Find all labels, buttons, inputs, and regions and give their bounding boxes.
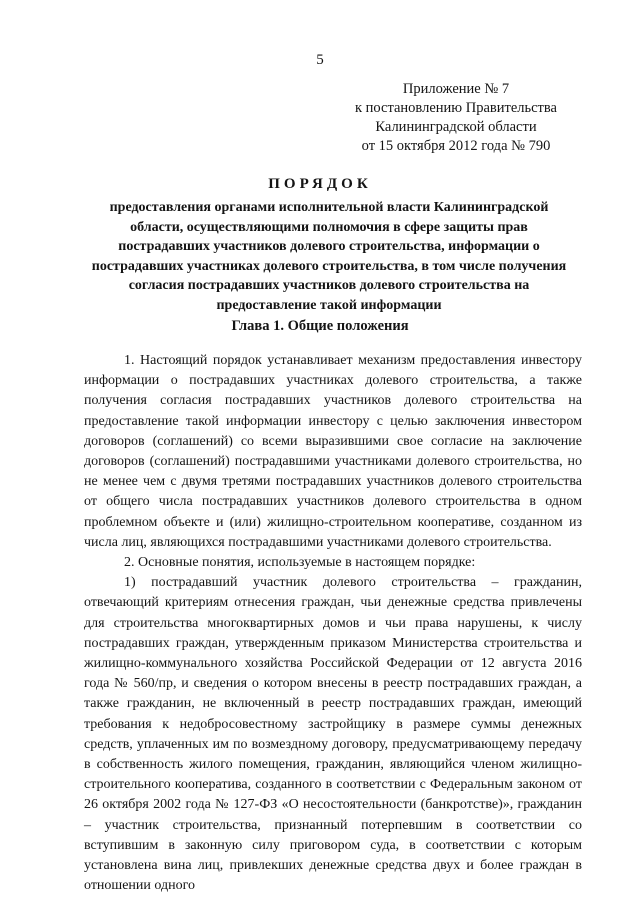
document-subtitle: предоставления органами исполнительной власти Калининградской области, осуществляющими полномочия в сфере защиты прав пострадавших участников долевого строительства, информации о пострадавших участниках долевого строительства, в том числе получения согласия пострадавших участников долевого строительства на предоставление такой информации bbox=[91, 200, 567, 313]
appendix-line-2: к постановлению Правительства bbox=[355, 100, 557, 116]
page-number: 5 bbox=[316, 52, 324, 68]
document-title: ПОРЯДОК bbox=[268, 176, 372, 192]
paragraph-3: 1) пострадавший участник долевого строительства – гражданин, отвечающий критериям отнесения граждан, чьи денежные средства привлечены для строительства многоквартирных домов и чьи права нарушены, к числу пострадавших граждан, утвержденным приказом Министерства строительства и жилищно-коммунального хозяйства Российской Федерации от 12 августа 2016 года № 560/пр, и сведения о котором внесены в реестр пострадавших граждан, а также гражданин, не включенный в реестр пострадавших граждан, имеющий требования к недобросовестному застройщику в размере суммы денежных средств, уплаченных им по возмездному договору, предусматривающему передачу в собственность жилого помещения, гражданин, являющийся членом жилищно-строительного кооператива, созданного в соответствии с Федеральным законом от 26 октября 2002 года № 127-ФЗ «О несостоятельности (банкротстве)», гражданин – участник строительства, признанный потерпевшим в соответствии со вступившим в законную силу приговором суда, в соответствии с которым установлена вина лиц, привлекших денежные средства двух и более граждан в отношении одного bbox=[84, 575, 582, 894]
document-body bbox=[84, 351, 582, 896]
paragraph-1: 1. Настоящий порядок устанавливает механизм предоставления инвестору информации о пострадавших участниках долевого строительства, а также получения согласия пострадавших участников долевого строительства на предоставление такой информации инвестору с целью заключения инвестором договоров (соглашений) со всеми выразившими свое согласие на заключение договоров (соглашений) пострадавшими участниками долевого строительства, но не менее чем с двумя третями пострадавших участников долевого строительства от общего числа пострадавших участников долевого строительства в одном проблемном объекте и (или) жилищно-строительном кооперативе, созданном из числа лиц, являющихся пострадавшими участниками долевого строительства. bbox=[84, 353, 582, 550]
appendix-line-3: Калининградской области bbox=[375, 119, 537, 135]
paragraph-2: 2. Основные понятия, используемые в настоящем порядке: bbox=[124, 555, 476, 571]
chapter-heading: Глава 1. Общие положения bbox=[231, 318, 409, 334]
appendix-line-1: Приложение № 7 bbox=[402, 81, 510, 97]
appendix-line-4: от 15 октября 2012 года № 790 bbox=[361, 138, 551, 154]
